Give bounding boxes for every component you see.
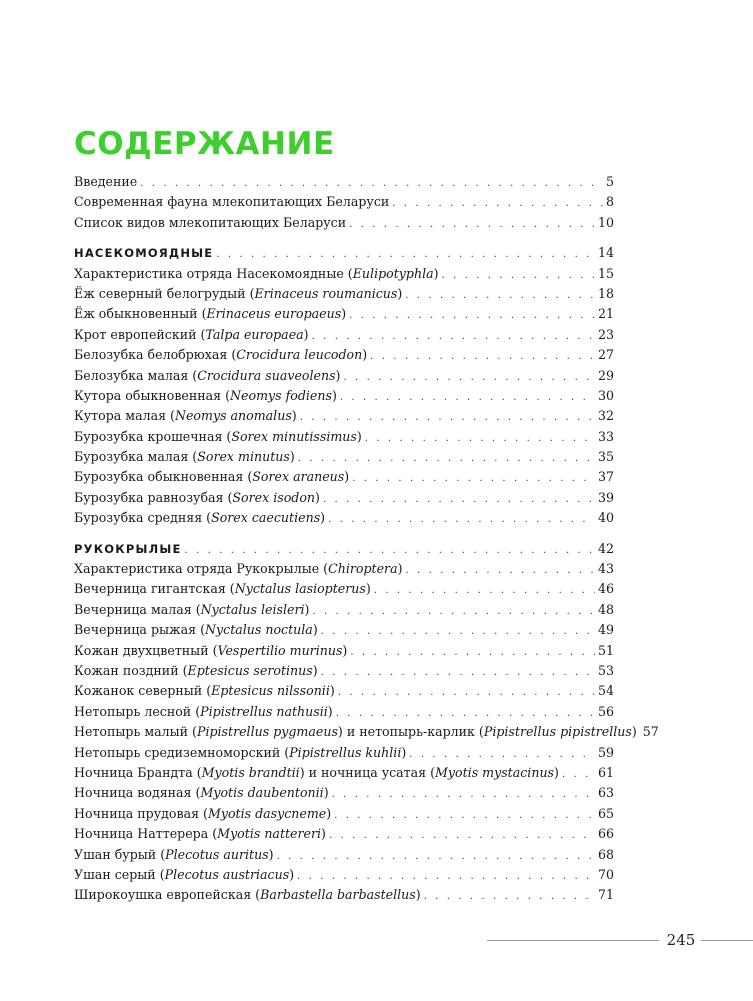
toc-page-number: 56 — [597, 703, 614, 719]
toc-entry[interactable] — [74, 427, 614, 447]
latin-name: Nyctalus leisleri — [200, 601, 305, 617]
entry-text: ) — [289, 449, 295, 465]
entry-text: ) — [341, 306, 347, 322]
latin-name: Sorex minutus — [197, 449, 290, 465]
toc-page-number: 8 — [605, 194, 614, 210]
entry-text: НАСЕКОМОЯДНЫЕ — [74, 246, 214, 261]
page-heading: СОДЕРЖАНИЕ — [74, 126, 335, 162]
dot-leader — [338, 683, 595, 703]
toc-entry-title — [74, 661, 318, 681]
dot-leader — [349, 306, 595, 326]
entry-text: Бурозубка малая ( — [74, 449, 198, 465]
toc-entry[interactable] — [74, 620, 614, 640]
toc-entry-title — [74, 620, 318, 640]
toc-entry-title — [74, 600, 309, 620]
dot-leader — [328, 510, 595, 530]
latin-name: Plecotus auritus — [165, 846, 269, 862]
latin-name: Talpa europaea — [205, 326, 304, 342]
entry-text: ) — [320, 510, 326, 526]
toc-entry[interactable] — [74, 559, 614, 579]
toc-entry-title — [74, 845, 274, 865]
toc-entry-title — [74, 885, 421, 905]
entry-text: ) и ночница усатая ( — [299, 764, 436, 780]
dot-leader — [336, 704, 595, 724]
entry-text: ) — [289, 866, 295, 882]
latin-name: Sorex caecutiens — [211, 510, 321, 526]
toc-page-number: 43 — [597, 561, 614, 577]
entry-text: ) — [312, 622, 318, 638]
footer-rule-left — [487, 940, 659, 941]
toc-entry[interactable] — [74, 743, 614, 763]
latin-name: Eptesicus nilssonii — [211, 683, 330, 699]
toc-entry[interactable] — [74, 579, 614, 599]
entry-text: Крот европейский ( — [74, 326, 206, 342]
dot-leader — [374, 581, 595, 601]
toc-entry-title — [74, 284, 402, 304]
latin-name: Chiroptera — [328, 561, 398, 577]
entry-text: ) — [631, 724, 637, 740]
toc-page-number: 33 — [597, 428, 614, 444]
dot-leader — [321, 622, 595, 642]
entry-text: ) — [291, 408, 297, 424]
toc-entry[interactable] — [74, 865, 614, 885]
toc-entry[interactable] — [74, 661, 614, 681]
toc-entry-title — [74, 366, 340, 386]
entry-text: ) — [335, 367, 341, 383]
dot-leader — [277, 847, 595, 867]
entry-text: Ночница прудовая ( — [74, 805, 208, 821]
toc-entry-title — [74, 681, 335, 701]
entry-text: Бурозубка крошечная ( — [74, 428, 232, 444]
toc-entry[interactable] — [74, 681, 614, 701]
toc-entry-title — [74, 508, 325, 528]
toc-entry[interactable] — [74, 488, 614, 508]
toc-entry[interactable] — [74, 722, 659, 742]
toc-entry[interactable] — [74, 845, 614, 865]
toc-entry[interactable] — [74, 304, 614, 324]
dot-leader — [352, 469, 595, 489]
toc-entry[interactable] — [74, 763, 614, 783]
entry-text: ) — [304, 601, 310, 617]
entry-text: Ёж обыкновенный ( — [74, 306, 207, 322]
toc-section-title — [74, 243, 213, 263]
toc-entry-title — [74, 579, 371, 599]
toc-entry[interactable] — [74, 885, 614, 905]
dot-leader — [185, 541, 595, 561]
toc-entry-title — [74, 264, 439, 284]
latin-name: Myotis brandtii — [201, 764, 300, 780]
toc-entry-title — [74, 386, 337, 406]
entry-text: Кожан двухцветный ( — [74, 642, 218, 658]
entry-text: ) — [331, 387, 337, 403]
toc-page-number: 35 — [597, 449, 614, 465]
toc-entry-title — [74, 172, 137, 192]
dot-leader — [329, 826, 595, 846]
latin-name: Sorex minutissimus — [231, 428, 357, 444]
toc-entry-title — [74, 743, 406, 763]
toc-page-number: 39 — [597, 489, 614, 505]
entry-text: ) — [344, 469, 350, 485]
dot-leader — [424, 887, 595, 907]
latin-name: Erinaceus roumanicus — [254, 285, 398, 301]
entry-text: Белозубка белобрюхая ( — [74, 347, 237, 363]
dot-leader — [370, 347, 595, 367]
toc-page-number: 51 — [597, 642, 614, 658]
dot-leader — [334, 806, 595, 826]
toc-entry[interactable] — [74, 264, 614, 284]
table-of-contents — [74, 172, 659, 906]
dot-leader — [343, 368, 595, 388]
dot-leader — [323, 490, 595, 510]
toc-entry-title — [74, 641, 347, 661]
entry-text: Нетопырь средиземноморский ( — [74, 744, 290, 760]
toc-entry-title — [74, 722, 637, 742]
dot-leader — [332, 785, 595, 805]
toc-page-number: 63 — [597, 785, 614, 801]
latin-name: Neomys fodiens — [230, 387, 332, 403]
entry-text: ) — [362, 347, 368, 363]
latin-name: Eptesicus serotinus — [187, 662, 313, 678]
footer-rule-right — [701, 940, 753, 941]
entry-text: ) — [415, 887, 421, 903]
toc-entry[interactable] — [74, 702, 614, 722]
toc-entry[interactable] — [74, 641, 614, 661]
entry-text: Ночница Наттерера ( — [74, 826, 218, 842]
latin-name: Myotis dasycneme — [207, 805, 327, 821]
toc-entry[interactable] — [74, 783, 614, 803]
entry-text: ) — [312, 662, 318, 678]
latin-name: Crocidura suaveolens — [197, 367, 336, 383]
toc-entry-title — [74, 763, 559, 783]
latin-name: Vespertilio murinus — [217, 642, 343, 658]
dot-leader — [349, 215, 595, 235]
toc-page-number: 30 — [597, 387, 614, 403]
toc-page-number: 49 — [597, 622, 614, 638]
toc-section-title — [74, 539, 182, 559]
dot-leader — [298, 449, 595, 469]
entry-text: ) — [315, 489, 320, 505]
toc-entry[interactable] — [74, 284, 614, 304]
toc-page-number: 59 — [597, 744, 614, 760]
toc-entry-title — [74, 325, 309, 345]
toc-entry-title — [74, 559, 403, 579]
entry-text: ) — [356, 428, 362, 444]
toc-entry[interactable] — [74, 600, 614, 620]
latin-name: Crocidura leucodon — [236, 347, 363, 363]
entry-text: Ночница Брандта ( — [74, 764, 202, 780]
latin-name: Erinaceus europaeus — [206, 306, 342, 322]
toc-page-number: 23 — [597, 326, 614, 342]
toc-entry[interactable] — [74, 447, 614, 467]
toc-entry-title — [74, 406, 297, 426]
toc-page-number: 53 — [597, 662, 614, 678]
toc-entry-title — [74, 447, 295, 467]
toc-page-number: 32 — [597, 408, 614, 424]
toc-entry-title — [74, 345, 367, 365]
toc-entry-title — [74, 467, 349, 487]
toc-page-number: 37 — [597, 469, 614, 485]
toc-page-number: 46 — [597, 581, 614, 597]
latin-name: Myotis daubentonii — [200, 785, 324, 801]
entry-text: Кутора малая ( — [74, 408, 175, 424]
dot-leader — [406, 561, 595, 581]
entry-text: Введение — [74, 174, 138, 189]
entry-text: Кожан поздний ( — [74, 662, 188, 678]
latin-name: Pipistrellus pipistrellus — [483, 724, 632, 740]
entry-text: Бурозубка обыкновенная ( — [74, 469, 253, 485]
dot-leader — [365, 429, 595, 449]
toc-entry[interactable] — [74, 386, 614, 406]
entry-text: ) — [554, 764, 559, 780]
dot-leader — [562, 765, 595, 785]
entry-text: Список видов млекопитающих Беларуси — [74, 214, 347, 230]
toc-entry[interactable] — [74, 192, 614, 212]
toc-page-number: 65 — [597, 805, 614, 821]
entry-text: Характеристика отряда Насекомоядные ( — [74, 265, 353, 281]
toc-section-row[interactable] — [74, 539, 614, 559]
toc-entry-title — [74, 192, 389, 212]
dot-leader — [350, 643, 595, 663]
toc-page-number: 42 — [597, 540, 614, 556]
toc-page-number: 14 — [597, 245, 614, 261]
toc-entry-title — [74, 304, 346, 324]
entry-text: Нетопырь лесной ( — [74, 703, 201, 719]
dot-leader — [392, 194, 603, 214]
entry-text: ) — [401, 744, 407, 760]
toc-entry[interactable] — [74, 804, 614, 824]
dot-leader — [442, 266, 595, 286]
toc-section-row[interactable] — [74, 243, 614, 263]
toc-page-number: 27 — [597, 347, 614, 363]
dot-leader — [312, 602, 595, 622]
entry-text: ) — [329, 683, 335, 699]
entry-text: ) — [321, 826, 326, 842]
entry-text: РУКОКРЫЛЫЕ — [74, 541, 182, 556]
toc-entry[interactable] — [74, 366, 614, 386]
entry-text: Вечерница гигантская ( — [74, 581, 235, 597]
dot-leader — [140, 174, 603, 194]
toc-page-number: 40 — [597, 510, 614, 526]
toc-page-number: 57 — [642, 724, 659, 740]
dot-leader — [312, 327, 595, 347]
toc-entry[interactable] — [74, 406, 614, 426]
entry-text: ) — [397, 561, 403, 577]
entry-text: ) — [327, 703, 333, 719]
dot-leader — [340, 388, 595, 408]
toc-entry[interactable] — [74, 824, 614, 844]
toc-entry[interactable] — [74, 172, 614, 192]
toc-page-number: 66 — [597, 826, 614, 842]
dot-leader — [300, 408, 595, 428]
toc-page-number: 48 — [597, 601, 614, 617]
entry-text: Современная фауна млекопитающих Беларуси — [74, 194, 390, 210]
latin-name: Neomys anomalus — [174, 408, 292, 424]
toc-entry[interactable] — [74, 213, 614, 233]
toc-entry-title — [74, 702, 333, 722]
dot-leader — [297, 867, 595, 887]
latin-name: Pipistrellus kuhlii — [289, 744, 402, 760]
entry-text: ) — [433, 265, 439, 281]
toc-entry[interactable] — [74, 467, 614, 487]
toc-page-number: 68 — [597, 846, 614, 862]
toc-entry-title — [74, 427, 362, 447]
toc-entry-title — [74, 824, 326, 844]
toc-page-number: 70 — [597, 866, 614, 882]
toc-page-number: 15 — [597, 265, 614, 281]
dot-leader — [321, 663, 595, 683]
toc-page-number: 5 — [605, 174, 614, 189]
toc-entry-title — [74, 865, 294, 885]
toc-entry[interactable] — [74, 325, 614, 345]
entry-text: Ёж северный белогрудый ( — [74, 285, 255, 301]
latin-name: Myotis nattereri — [217, 826, 322, 842]
dot-leader — [216, 245, 595, 265]
entry-text: Широкоушка европейская ( — [74, 887, 261, 903]
entry-text: Ушан серый ( — [74, 866, 165, 882]
toc-page-number: 18 — [597, 285, 614, 301]
latin-name: Plecotus austriacus — [164, 866, 290, 882]
toc-entry-title — [74, 783, 329, 803]
toc-page-number: 10 — [597, 214, 614, 230]
toc-page-number: 21 — [597, 306, 614, 322]
dot-leader — [405, 286, 595, 306]
entry-text: Кожанок северный ( — [74, 683, 212, 699]
latin-name: Myotis mystacinus — [435, 764, 555, 780]
entry-text: ) — [342, 642, 348, 658]
toc-page-number: 29 — [597, 367, 614, 383]
latin-name: Nyctalus noctula — [205, 622, 313, 638]
latin-name: Sorex araneus — [252, 469, 345, 485]
toc-entry-title — [74, 804, 331, 824]
entry-text: Ночница водяная ( — [74, 785, 201, 801]
dot-leader — [409, 745, 595, 765]
latin-name: Pipistrellus nathusii — [200, 703, 328, 719]
toc-entry[interactable] — [74, 345, 614, 365]
entry-text: Белозубка малая ( — [74, 367, 198, 383]
entry-text: ) — [326, 805, 332, 821]
entry-text: Бурозубка равнозубая ( — [74, 489, 233, 505]
entry-text: Вечерница рыжая ( — [74, 622, 205, 638]
entry-text: ) — [303, 326, 309, 342]
entry-text: Характеристика отряда Рукокрылые ( — [74, 561, 329, 577]
latin-name: Barbastella barbastellus — [260, 887, 416, 903]
entry-text: ) — [365, 581, 371, 597]
latin-name: Eulipotyphla — [352, 265, 434, 281]
entry-text: ) — [323, 785, 329, 801]
latin-name: Nyctalus lasiopterus — [234, 581, 366, 597]
entry-text: Кутора обыкновенная ( — [74, 387, 231, 403]
latin-name: Pipistrellus pygmaeus — [196, 724, 338, 740]
entry-text: Вечерница малая ( — [74, 601, 201, 617]
entry-text: Ушан бурый ( — [74, 846, 166, 862]
toc-entry-title — [74, 213, 346, 233]
entry-text: ) — [397, 285, 403, 301]
toc-page-number: 54 — [597, 683, 614, 699]
toc-entry[interactable] — [74, 508, 614, 528]
entry-text: Бурозубка средняя ( — [74, 510, 212, 526]
latin-name: Sorex isodon — [232, 489, 316, 505]
toc-entry-title — [74, 488, 320, 508]
page-number: 245 — [666, 931, 696, 949]
entry-text: ) и нетопырь-карлик ( — [337, 724, 484, 740]
entry-text: Нетопырь малый ( — [74, 724, 197, 740]
toc-page-number: 61 — [597, 764, 614, 780]
toc-page-number: 71 — [597, 887, 614, 903]
entry-text: ) — [268, 846, 274, 862]
